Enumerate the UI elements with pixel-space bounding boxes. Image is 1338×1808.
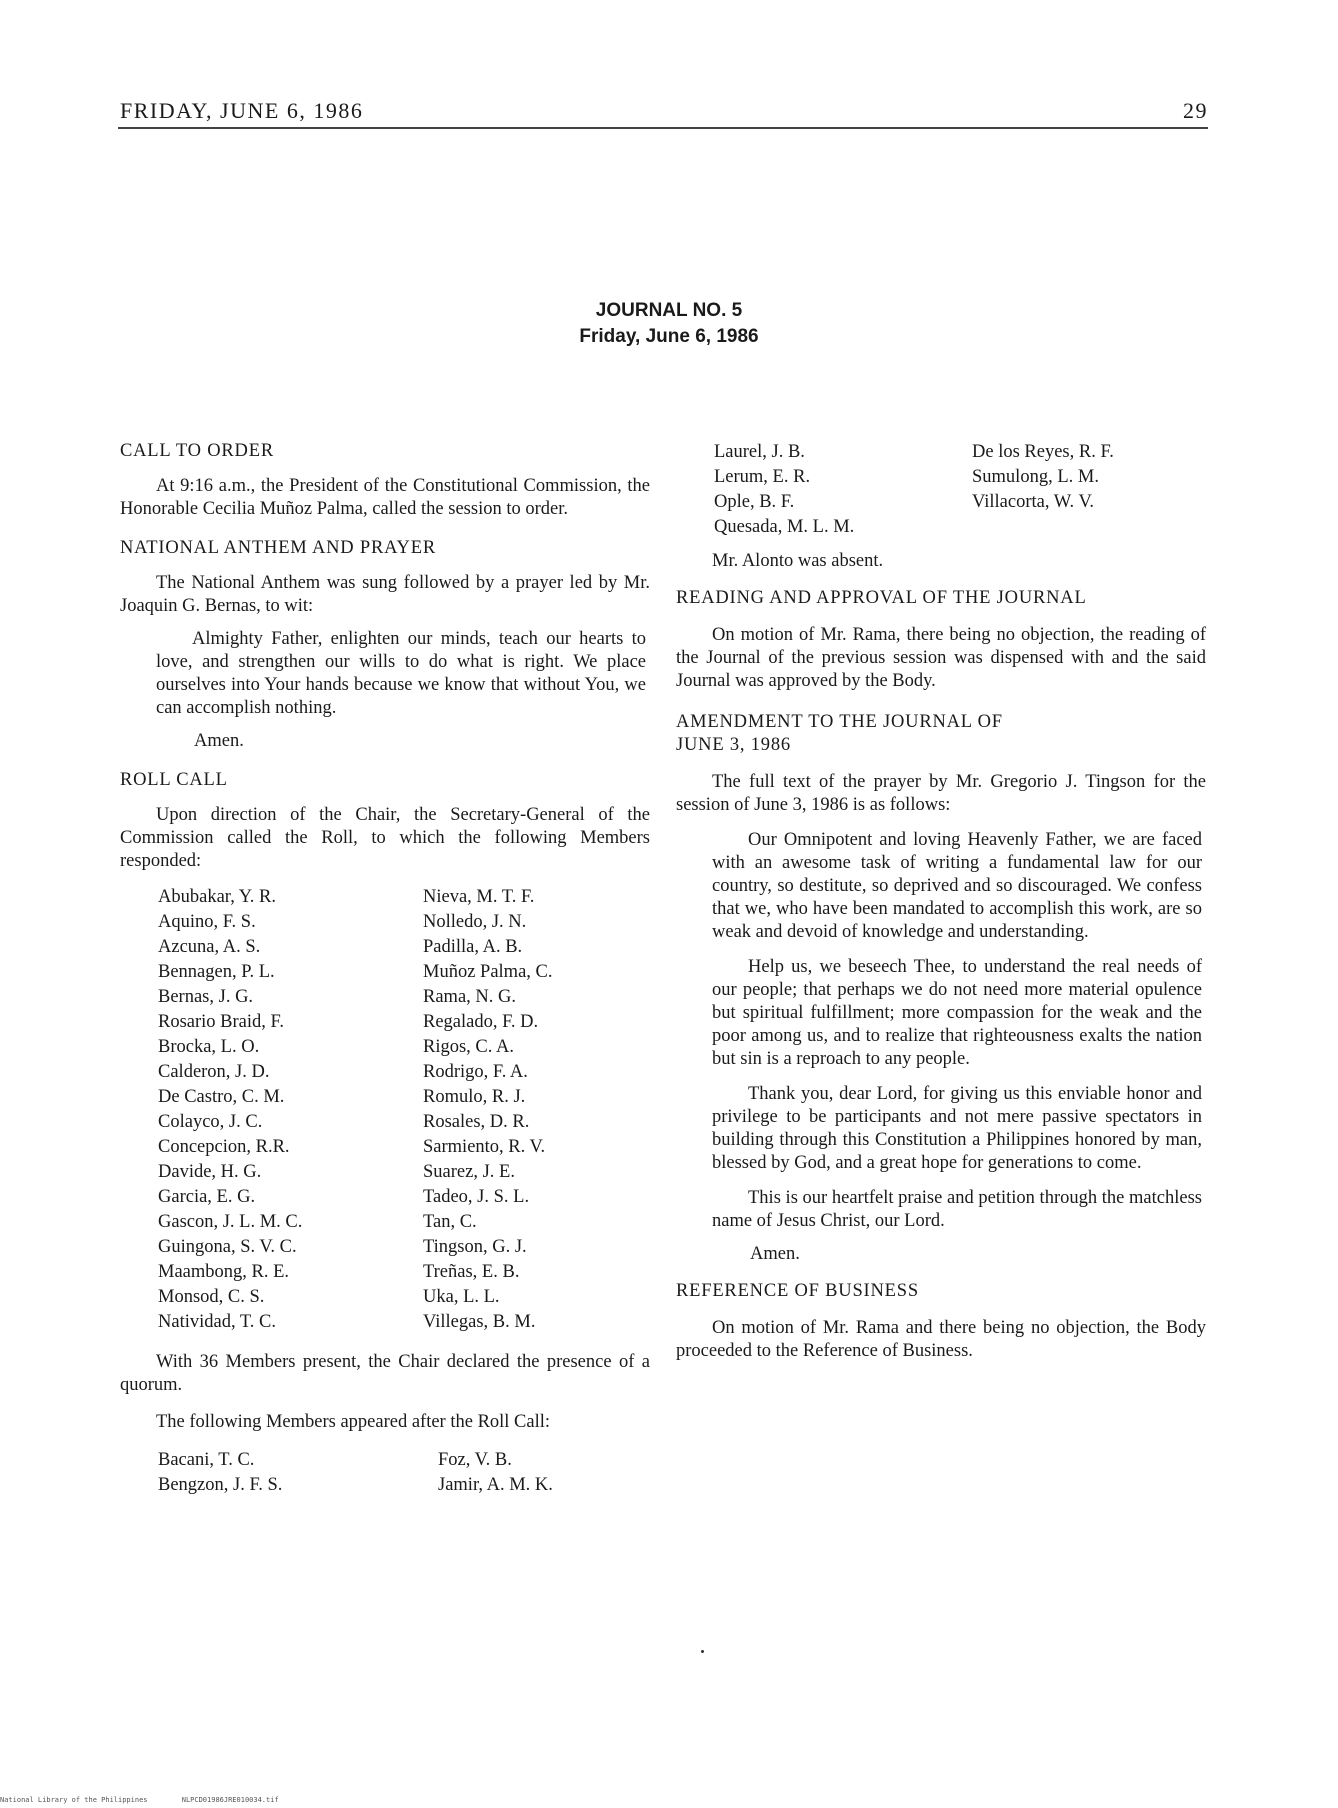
anthem-text: The National Anthem was sung followed by a prayer led by Mr. Joaquin G. Bernas, to wit: [120, 573, 650, 616]
header-rule [118, 127, 1208, 129]
section-heading-anthem: NATIONAL ANTHEM AND PRAYER [120, 538, 436, 558]
member-name: Rosales, D. R. [423, 1112, 530, 1132]
section-heading-roll-call: ROLL CALL [120, 770, 228, 790]
member-name: Rosario Braid, F. [158, 1012, 284, 1032]
member-name: Garcia, E. G. [158, 1187, 256, 1207]
continued-column-2 [972, 440, 1202, 540]
member-name: Uka, L. L. [423, 1287, 500, 1307]
member-name: Maambong, R. E. [158, 1262, 290, 1282]
continued-column-1 [714, 440, 972, 540]
section-heading-reference-business: REFERENCE OF BUSINESS [676, 1281, 919, 1301]
bernas-prayer-amen: Amen. [194, 731, 244, 751]
journal-title [0, 298, 1338, 350]
member-name: Abubakar, Y. R. [158, 887, 276, 907]
member-name: Treñas, E. B. [423, 1262, 520, 1282]
journal-date: Friday, June 6, 1986 [579, 326, 759, 347]
member-name: Davide, H. G. [158, 1162, 262, 1182]
member-name: Ople, B. F. [714, 492, 795, 512]
amendment-heading-line2: JUNE 3, 1986 [676, 735, 791, 755]
scan-footer [0, 1796, 309, 1804]
late-members-column-1 [158, 1448, 438, 1498]
footer-library: National Library of the Philippines [0, 1796, 148, 1804]
reading-approval-text: On motion of Mr. Rama, there being no objection, the reading of the Journal of the previous session was dispensed with and the said Journal was approved by the Body. [676, 625, 1206, 691]
tingson-prayer-amen: Amen. [750, 1244, 800, 1264]
bernas-prayer: Almighty Father, enlighten our minds, teach our hearts to love, and strengthen our wills to do what is right. We place ourselves into Your hands because we know that without You, we can accomplish nothing. [156, 629, 646, 718]
member-name: Quesada, M. L. M. [714, 517, 855, 537]
footer-file: NLPCD01986JRE010034.tif [181, 1796, 279, 1804]
member-name: Padilla, A. B. [423, 937, 523, 957]
amendment-heading-line1: AMENDMENT TO THE JOURNAL OF [676, 712, 1003, 732]
member-name: Foz, V. B. [438, 1450, 512, 1470]
roll-call-members [158, 885, 650, 1335]
member-name: Romulo, R. J. [423, 1087, 526, 1107]
left-column [120, 440, 650, 1498]
member-name: Colayco, J. C. [158, 1112, 263, 1132]
member-name: Rigos, C. A. [423, 1037, 514, 1057]
absent-text: Mr. Alonto was absent. [712, 551, 884, 571]
member-name: Bennagen, P. L. [158, 962, 275, 982]
member-name: Sumulong, L. M. [972, 467, 1099, 487]
roll-call-text: Upon direction of the Chair, the Secretary-General of the Commission called the Roll, to which the following Members responded: [120, 805, 650, 871]
section-heading-amendment [676, 711, 1206, 757]
tingson-prayer-p2: Help us, we beseech Thee, to understand the real needs of our people; that perhaps we do not need more material opulence but spiritual fulfillment; more compassion for the weak and the poor among us, and to realize that righteousness exalts the nation but sin is a reproach to any people. [712, 957, 1202, 1069]
member-name: Azcuna, A. S. [158, 937, 261, 957]
tingson-prayer-p3: Thank you, dear Lord, for giving us this enviable honor and privilege to be participants and not mere passive spectators in building through this Constitution a Philippines honored by man, blessed by God, and a great hope for generations to come. [712, 1084, 1202, 1173]
member-name: De los Reyes, R. F. [972, 442, 1114, 462]
tingson-prayer-p1: Our Omnipotent and loving Heavenly Father, we are faced with an awesome task of writing a fundamental law for our country, so destitute, so deprived and so discouraged. We confess that we, who have been mandated to accomplish this work, are so weak and devoid of knowledge and understanding. [712, 830, 1202, 942]
member-name: Gascon, J. L. M. C. [158, 1212, 303, 1232]
member-name: Guingona, S. V. C. [158, 1237, 297, 1257]
member-name: Villacorta, W. V. [972, 492, 1095, 512]
member-name: Natividad, T. C. [158, 1312, 277, 1332]
member-name: Jamir, A. M. K. [438, 1475, 553, 1495]
member-name: Bengzon, J. F. S. [158, 1475, 283, 1495]
amendment-text: The full text of the prayer by Mr. Gregorio J. Tingson for the session of June 3, 1986 is as follows: [676, 772, 1206, 815]
section-heading-call-to-order: CALL TO ORDER [120, 441, 274, 461]
member-name: Sarmiento, R. V. [423, 1137, 546, 1157]
tingson-prayer-p4: This is our heartfelt praise and petition through the matchless name of Jesus Christ, our Lord. [712, 1188, 1202, 1231]
right-column [676, 440, 1206, 1363]
header-date: FRIDAY, JUNE 6, 1986 [120, 98, 364, 123]
late-members-column-2 [438, 1448, 658, 1498]
late-members-continued [714, 440, 1206, 540]
member-name: Suarez, J. E. [423, 1162, 515, 1182]
member-name: Brocka, L. O. [158, 1037, 260, 1057]
page-number: 29 [1183, 98, 1208, 123]
member-name: De Castro, C. M. [158, 1087, 285, 1107]
member-name: Nieva, M. T. F. [423, 887, 535, 907]
member-name: Rodrigo, F. A. [423, 1062, 528, 1082]
member-name: Calderon, J. D. [158, 1062, 270, 1082]
member-name: Bernas, J. G. [158, 987, 254, 1007]
member-name: Tadeo, J. S. L. [423, 1187, 530, 1207]
reference-business-text: On motion of Mr. Rama and there being no objection, the Body proceeded to the Reference of Business. [676, 1318, 1206, 1361]
quorum-text: With 36 Members present, the Chair declared the presence of a quorum. [120, 1352, 650, 1395]
member-name: Monsod, C. S. [158, 1287, 265, 1307]
member-name: Tingson, G. J. [423, 1237, 527, 1257]
member-name: Lerum, E. R. [714, 467, 811, 487]
member-name: Regalado, F. D. [423, 1012, 539, 1032]
member-name: Laurel, J. B. [714, 442, 805, 462]
call-to-order-text: At 9:16 a.m., the President of the Constitutional Commission, the Honorable Cecilia Muñoz Palma, called the session to order. [120, 476, 650, 519]
member-name: Villegas, B. M. [423, 1312, 536, 1332]
member-name: Rama, N. G. [423, 987, 516, 1007]
member-name: Muñoz Palma, C. [423, 962, 553, 982]
member-name: Tan, C. [423, 1212, 477, 1232]
member-name: Aquino, F. S. [158, 912, 256, 932]
section-heading-reading-approval: READING AND APPROVAL OF THE JOURNAL [676, 588, 1087, 608]
members-column-2 [423, 885, 653, 1335]
after-roll-call-text: The following Members appeared after the Roll Call: [156, 1412, 551, 1432]
member-name: Nolledo, J. N. [423, 912, 527, 932]
scan-speck [701, 1650, 704, 1653]
page-header [120, 98, 1208, 124]
member-name: Concepcion, R.R. [158, 1137, 290, 1157]
members-column-1 [158, 885, 423, 1335]
member-name: Bacani, T. C. [158, 1450, 255, 1470]
late-members [158, 1448, 650, 1498]
journal-number: JOURNAL NO. 5 [595, 300, 743, 321]
